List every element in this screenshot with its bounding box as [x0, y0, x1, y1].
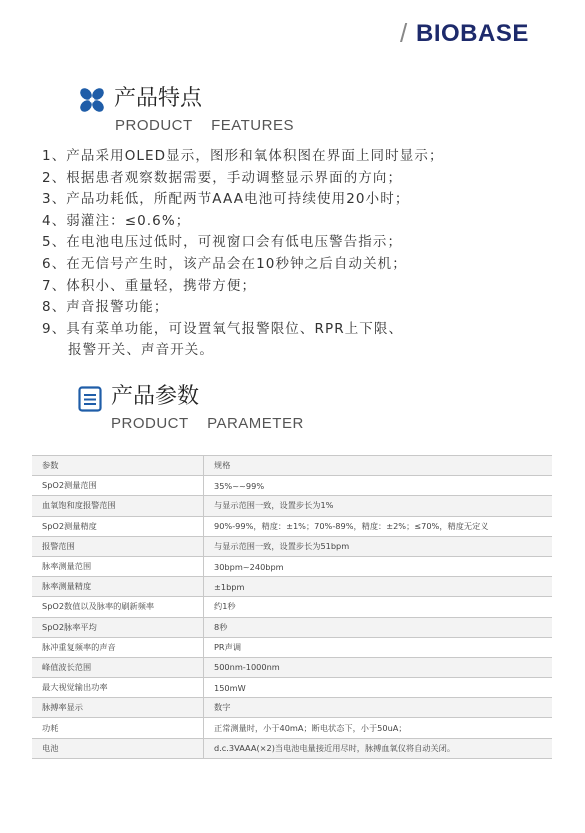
table-row — [32, 718, 552, 738]
feature-item-9-line2: 报警开关、声音开关。 — [68, 342, 214, 359]
feature-item: 4、弱灌注：≤0.6%； — [42, 212, 191, 229]
feature-item: 2、根据患者观察数据需要，手动调整显示界面的方向； — [42, 169, 403, 186]
feature-item: 7、体积小、重量轻，携带方便； — [42, 277, 257, 294]
table-cell: 脉率测量精度 — [32, 577, 204, 597]
features-title: 产品特点 — [114, 86, 203, 111]
feature-item: 5、在电池电压过低时，可视窗口会有低电压警告指示； — [42, 234, 403, 251]
table-row — [32, 516, 552, 536]
feature-item: 1、产品采用OLED显示，图形和氧体积图在界面上同时显示； — [42, 148, 444, 164]
table-cell: 脉率测量范围 — [32, 556, 204, 576]
biobase-logo: BIOBASE — [416, 20, 529, 47]
table-cell: 500nm-1000nm — [204, 657, 553, 677]
parameter-table — [32, 455, 552, 759]
table-row — [32, 476, 552, 496]
table-cell: 电池 — [32, 738, 204, 758]
table-row — [32, 698, 552, 718]
table-cell: SpO2测量范围 — [32, 476, 204, 496]
table-cell: 30bpm~240bpm — [204, 556, 553, 576]
table-cell: 8秒 — [204, 617, 553, 637]
table-cell: ±1bpm — [204, 577, 553, 597]
table-cell: 血氧饱和度报警范围 — [32, 496, 204, 516]
table-row — [32, 496, 552, 516]
table-cell: SpO2脉率平均 — [32, 617, 204, 637]
table-row — [32, 637, 552, 657]
features-list — [42, 146, 562, 362]
features-subtitle: PRODUCT FEATURES — [115, 117, 294, 134]
table-row — [32, 657, 552, 677]
document-list-icon — [78, 386, 102, 412]
table-cell: 参数 — [32, 456, 204, 476]
table-header-row — [32, 456, 552, 476]
table-cell: 35%~~99% — [204, 476, 553, 496]
table-cell: 最大视觉输出功率 — [32, 678, 204, 698]
table-cell: 数字 — [204, 698, 553, 718]
feature-item — [42, 319, 562, 362]
table-cell: 脉搏率显示 — [32, 698, 204, 718]
table-cell: 约1秒 — [204, 597, 553, 617]
table-cell: 与显示范围一致，设置步长为51bpm — [204, 536, 553, 556]
table-row — [32, 678, 552, 698]
logo-slash: / — [400, 18, 408, 48]
table-cell: 150mW — [204, 678, 553, 698]
table-row — [32, 556, 552, 576]
feature-item: 6、在无信号产生时，该产品会在10秒钟之后自动关机； — [42, 255, 407, 272]
table-cell: 功耗 — [32, 718, 204, 738]
feature-item: 8、声音报警功能； — [42, 299, 169, 316]
table-cell: 与显示范围一致，设置步长为1% — [204, 496, 553, 516]
table-cell: 90%-99%，精度：±1%；70%-89%，精度：±2%；≤70%，精度无定义 — [204, 516, 553, 536]
table-cell: 规格 — [204, 456, 553, 476]
parameter-title: 产品参数 — [111, 384, 200, 409]
table-cell: d.c.3VAAA(×2)当电池电量接近用尽时，脉搏血氧仪将自动关闭。 — [204, 738, 553, 758]
parameter-subtitle: PRODUCT PARAMETER — [111, 415, 304, 432]
table-cell: 脉冲重复频率的声音 — [32, 637, 204, 657]
table-cell: 报警范围 — [32, 536, 204, 556]
feature-item-9-line1: 9、具有菜单功能，可设置氧气报警限位、RPR上下限、 — [42, 320, 404, 337]
table-cell: PR声调 — [204, 637, 553, 657]
table-cell: 峰值波长范围 — [32, 657, 204, 677]
table-cell: SpO2测量精度 — [32, 516, 204, 536]
table-row — [32, 597, 552, 617]
feature-item: 3、产品功耗低，所配两节AAA电池可持续使用20小时； — [42, 191, 410, 208]
table-row — [32, 536, 552, 556]
table-row — [32, 577, 552, 597]
four-petal-icon — [78, 86, 106, 114]
table-cell: SpO2数值以及脉率的刷新频率 — [32, 597, 204, 617]
table-cell: 正常测量时，小于40mA；断电状态下，小于50uA； — [204, 718, 553, 738]
table-row — [32, 617, 552, 637]
table-row — [32, 738, 552, 758]
